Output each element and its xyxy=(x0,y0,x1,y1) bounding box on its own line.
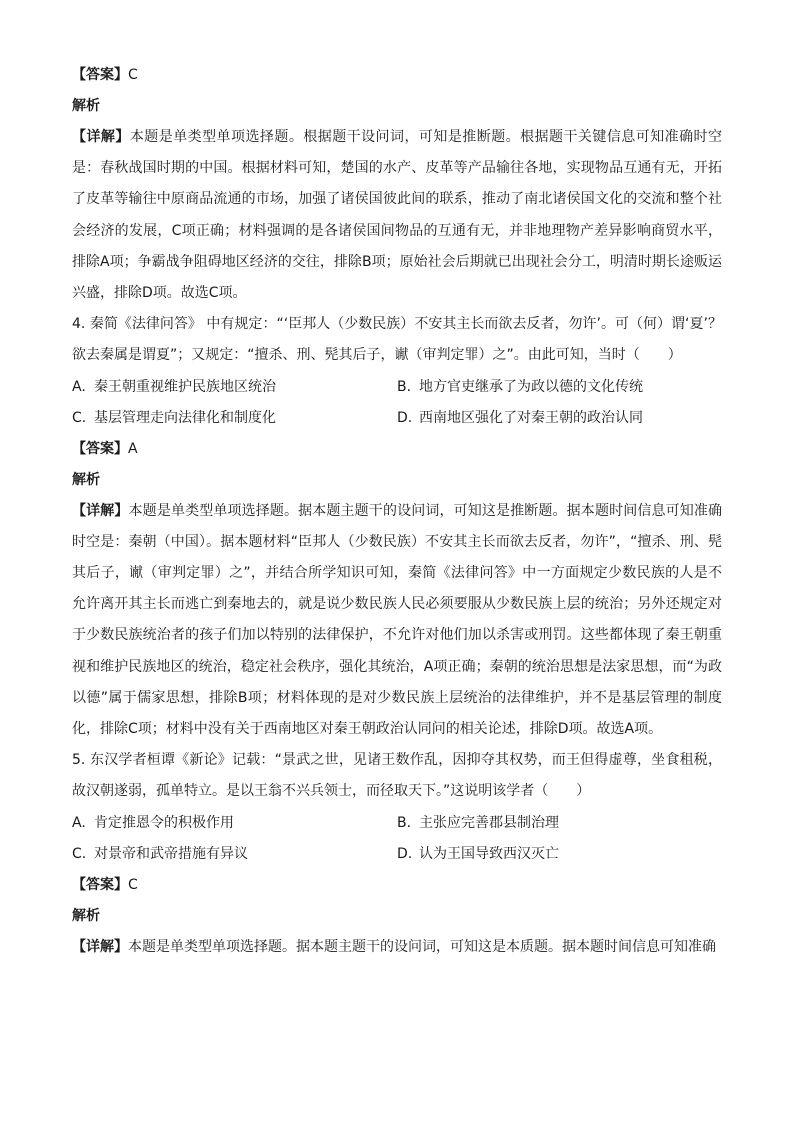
option-letter: D. xyxy=(397,845,413,862)
detail-tag: 【详解】 xyxy=(72,938,128,955)
q5-option-d xyxy=(397,839,722,870)
answer-tag: 【答案】 xyxy=(72,876,128,893)
detail-text: 本题是单类型单项选择题。据本题主题干的设问词，可知这是本质题。据本题时间信息可知准确 xyxy=(128,938,716,955)
q5-analysis-heading xyxy=(72,901,722,932)
option-letter: C. xyxy=(72,845,87,862)
q4-options-row-1 xyxy=(72,372,722,403)
q3-answer-line xyxy=(72,60,722,91)
q3-analysis-heading xyxy=(72,91,722,122)
option-text: 秦王朝重视维护民族地区统治 xyxy=(94,378,276,395)
option-letter: A. xyxy=(72,814,86,831)
q4-option-b xyxy=(397,372,722,403)
q5-options-row-2 xyxy=(72,839,722,870)
q5-option-c xyxy=(72,839,397,870)
analysis-tag: 解析 xyxy=(72,471,100,488)
option-letter: B. xyxy=(397,378,412,395)
option-text: 主张应完善郡县制治理 xyxy=(419,814,559,831)
detail-text: 本题是单类型单项选择题。据本题主题干的设问词，可知这是推断题。据本题时间信息可知准确时空是：秦朝（中国）。据本题材料“臣邦人（少数民族）不安其主长而欲去反者，勿许”，“擅杀、刑、髡其后子，谳（审判定罪）之”，并结合所学知识可知，秦简《法律问答》中一方面规定少数民族的人是不允许离开其主长而逃亡到秦地去的，就是说少数民族人民必须要服从少数民族上层的统治；另外还规定对于少数民族统治者的孩子们加以特别的法律保护，不允许对他们加以杀害或刑罚。这些都体现了秦王朝重视和维护民族地区的统治，稳定社会秩序，强化其统治，A项正确；秦朝的统治思想是法家思想，而“为政以德”属于儒家思想，排除B项；材料体现的是对少数民族上层统治的法律维护，并不是基层管理的制度化，排除C项；材料中没有关于西南地区对秦王朝政治认同问的相关论述，排除D项。故选A项。 xyxy=(72,502,723,738)
document-page xyxy=(72,60,722,963)
q5-options-row-1 xyxy=(72,808,722,839)
q3-detail-paragraph xyxy=(72,122,722,309)
option-text: 对景帝和武帝措施有异议 xyxy=(94,845,248,862)
q5-stem: 5. 东汉学者桓谭《新论》记载：“景武之世，见诸王数作乱，因抑夺其权势，而王但得虚尊，坐食租税，故汉朝遂弱，孤单特立。是以王翁不兴兵领士，而径取天下。”这说明该学者（ ） xyxy=(72,752,722,800)
option-letter: A. xyxy=(72,378,86,395)
detail-tag: 【详解】 xyxy=(72,502,129,519)
option-text: 基层管理走向法律化和制度化 xyxy=(94,409,276,426)
q5-option-a xyxy=(72,808,397,839)
detail-text: 本题是单类型单项选择题。根据题干设问词，可知是推断题。根据题干关键信息可知准确时空是：春秋战国时期的中国。根据材料可知，楚国的水产、皮革等产品输往各地，实现物品互通有无，开拓了皮革等输往中原商品流通的市场，加强了诸侯国彼此间的联系，推动了南北诸侯国文化的交流和整个社会经济的发展，C项正确；材料强调的是各诸侯国间物品的互通有无，并非地理物产差异影响商贸水平，排除A项；争霸战争阻碍地区经济的交往，排除B项；原始社会后期就已出现社会分工，明清时期长途贩运兴盛，排除D项。故选C项。 xyxy=(72,129,723,302)
answer-tag: 【答案】 xyxy=(72,67,128,83)
detail-tag: 【详解】 xyxy=(72,129,130,145)
q4-option-c xyxy=(72,403,397,434)
answer-value: C xyxy=(128,67,138,83)
option-text: 肯定推恩令的积极作用 xyxy=(94,814,234,831)
q5-option-b xyxy=(397,808,722,839)
q4-stem: 4. 秦简《法律问答》 中有规定：“‘臣邦人（少数民族）不安其主长而欲去反者，勿许’。可（何）谓‘夏’？欲去秦属是谓夏”；又规定：“擅杀、刑、髡其后子，谳（审判定罪）之”。由此可知，当时（ ） xyxy=(72,316,722,364)
q5-answer-line xyxy=(72,870,722,901)
q4-options-row-2 xyxy=(72,403,722,434)
option-letter: B. xyxy=(397,814,412,831)
q4-answer-line xyxy=(72,434,722,465)
option-letter: C. xyxy=(72,409,87,426)
q5-detail-paragraph xyxy=(72,932,722,963)
option-text: 认为王国导致西汉灭亡 xyxy=(419,845,559,862)
option-text: 西南地区强化了对秦王朝的政治认同 xyxy=(419,409,643,426)
answer-value: A xyxy=(128,440,138,457)
q4-detail-paragraph xyxy=(72,496,722,746)
analysis-tag: 解析 xyxy=(72,907,100,924)
answer-value: C xyxy=(128,876,138,893)
option-text: 地方官吏继承了为政以德的文化传统 xyxy=(419,378,643,395)
q4-analysis-heading xyxy=(72,465,722,496)
q4-option-d xyxy=(397,403,722,434)
option-letter: D. xyxy=(397,409,413,426)
analysis-tag: 解析 xyxy=(72,98,100,114)
answer-tag: 【答案】 xyxy=(72,440,128,457)
q4-option-a xyxy=(72,372,397,403)
